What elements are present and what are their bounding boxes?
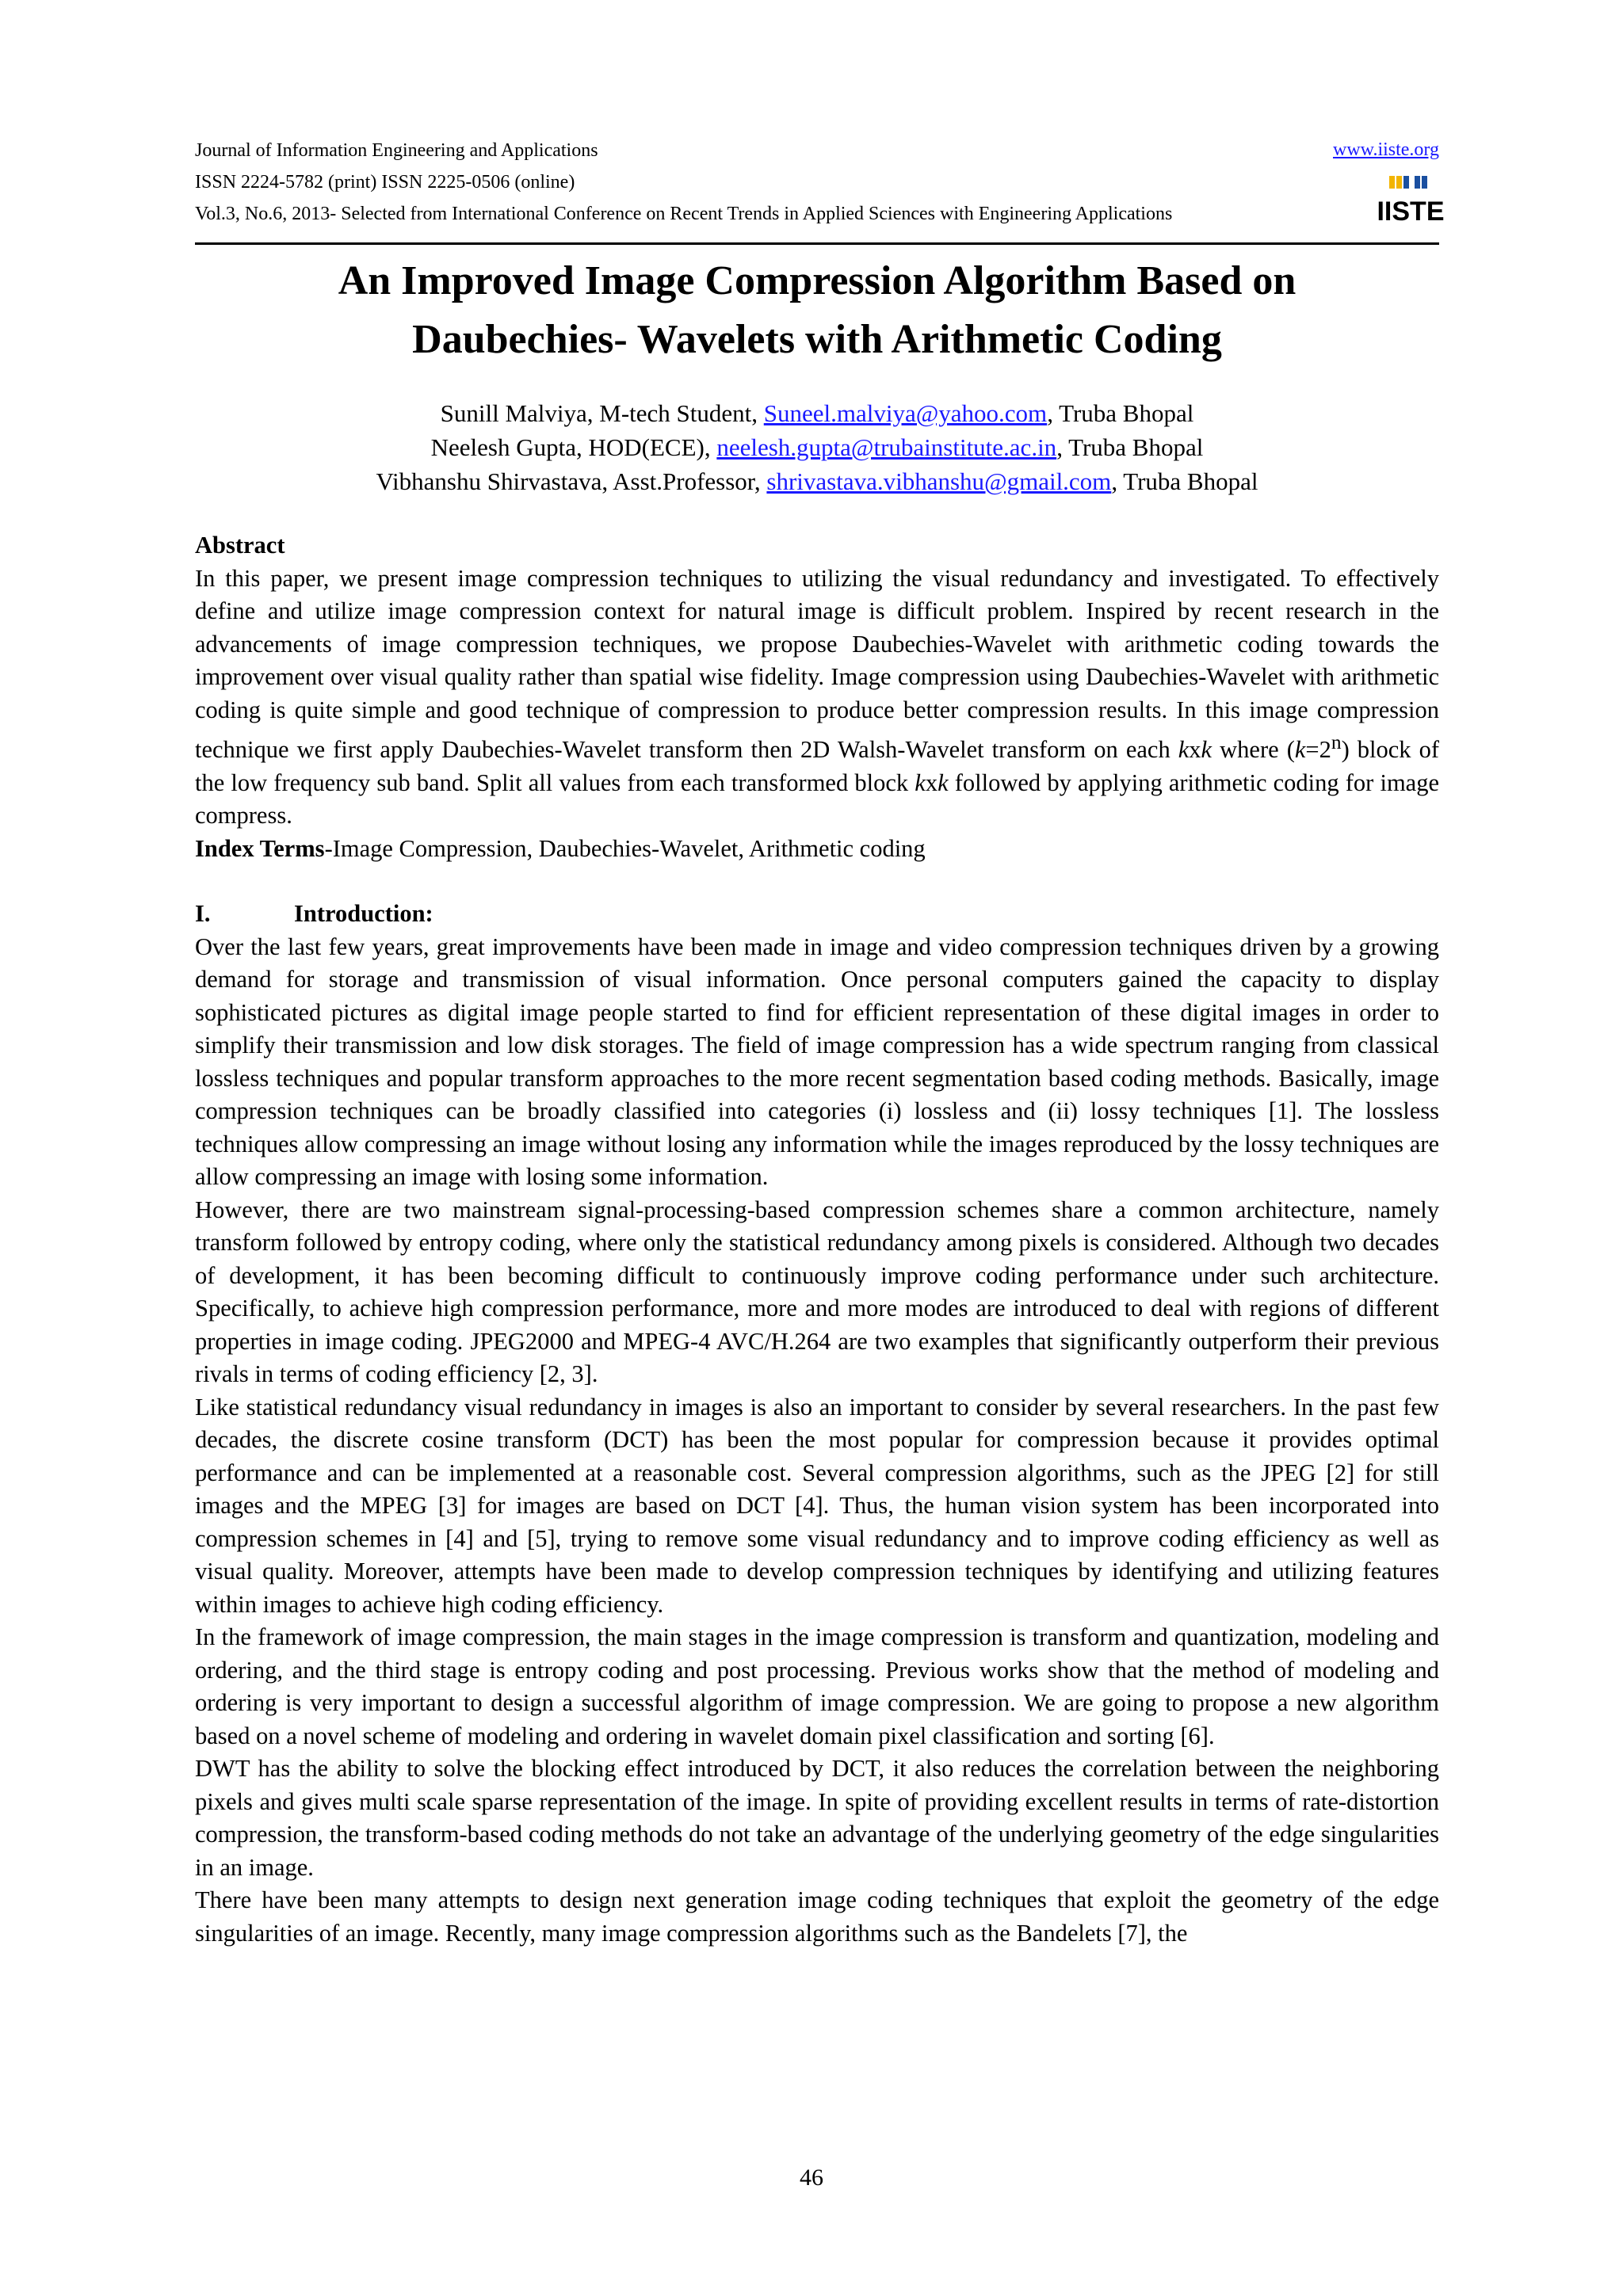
page-number: 46 (800, 2164, 823, 2191)
paper-body (195, 529, 1439, 1950)
section-heading: I. Introduction: (195, 900, 433, 928)
journal-name: Journal of Information Engineering and Applications (195, 140, 598, 161)
author-email-link[interactable]: Suneel.malviya@yahoo.com (763, 399, 1048, 427)
title-line-2: Daubechies- Wavelets with Arithmetic Coding (412, 317, 1222, 362)
svg-text:IISTE: IISTE (1377, 196, 1445, 227)
header-rule (195, 242, 1439, 245)
body-paragraph: In the framework of image compression, the main stages in the image compression is transform and quantization, modeling and ordering, and the third stage is entropy coding and post processing. Previous works show that the method of modeling and ordering is very important to design a successful algorithm of image compression. We are going to propose a new algorithm based on a novel scheme of modeling and ordering in wavelet domain pixel classification and sorting [6]. (195, 1623, 1439, 1749)
paper-title (195, 252, 1439, 369)
body-paragraph: However, there are two mainstream signal-processing-based compression schemes share a common architecture, namely transform followed by entropy coding, where only the statistical redundancy among pixels is considered. Although two decades of development, it has been becoming difficult to continuously improve coding performance under such architecture. Specifically, to achieve high compression performance, more and more modes are introduced to deal with regions of different properties in image coding. JPEG2000 and MPEG-4 AVC/H.264 are two examples that significantly outperform their previous rivals in terms of coding efficiency [2, 3]. (195, 1196, 1439, 1388)
abstract-heading: Abstract (195, 532, 285, 559)
body-paragraph: Over the last few years, great improvements have been made in image and video compression techniques driven by a growing demand for storage and transmission of visual information. Once personal computers gained the capacity to display sophisticated pictures as digital image people started to find for efficient representation of these digital images in order to simplify their transmission and low disk storages. The field of image compression has a wide spectrum ranging from classical lossless techniques and popular transform approaches to the more recent segmentation based coding methods. Basically, image compression techniques can be broadly classified into categories (i) lossless and (ii) lossy techniques [1]. The lossless techniques allow compressing an image without losing any information while the images reproduced by the lossy techniques are allow compressing an image with losing some information. (195, 933, 1439, 1191)
journal-url-link[interactable]: www.iiste.org (1333, 139, 1439, 160)
author-line: Vibhanshu Shirvastava, Asst.Professor, shrivastava.vibhanshu@gmail.com, Truba Bhopal (376, 467, 1258, 495)
title-line-1: An Improved Image Compression Algorithm Based on (338, 258, 1296, 303)
issn-line: ISSN 2224-5782 (print) ISSN 2225-0506 (online) (195, 172, 575, 193)
body-paragraph: There have been many attempts to design next generation image coding techniques that exploit the geometry of the edge singularities of an image. Recently, many image compression algorithms such as the Bandelets [7], the (195, 1886, 1439, 1947)
author-list (195, 396, 1439, 498)
author-email-link[interactable]: neelesh.gupta@trubainstitute.ac.in (716, 433, 1057, 461)
abstract-text: In this paper, we present image compression techniques to utilizing the visual redundancy and investigated. To effectively define and utilize image compression context for natural image is difficult problem. Inspired by recent research in the advancements of image compression techniques, we propose Daubechies-Wavelet with arithmetic coding towards the improvement over visual quality rather than spatial wise fidelity. Image compression using Daubechies-Wavelet with arithmetic coding is quite simple and good technique of compression to produce better compression results. In this image compression technique we first apply Daubechies-Wavelet transform then 2D Walsh-Wavelet transform on each kxk where $(k=2^n)$ block of the low frequency sub band. Split all values from each transformed block kxk followed by applying arithmetic coding for image compress. (195, 564, 1440, 830)
author-line: Neelesh Gupta, HOD(ECE), neelesh.gupta@trubainstitute.ac.in, Truba Bhopal (430, 433, 1204, 461)
index-terms: Index Terms-Image Compression, Daubechies-Wavelet, Arithmetic coding (195, 834, 926, 862)
body-paragraph: Like statistical redundancy visual redundancy in images is also an important to consider by several researchers. In the past few decades, the discrete cosine transform (DCT) has been the most popular for compression because it provides optimal performance and can be implemented at a reasonable cost. Several compression algorithms, such as the JPEG [2] for still images and the MPEG [3] for images are based on DCT [4]. Thus, the human vision system has been incorporated into compression schemes in [4] and [5], trying to remove some visual redundancy and to improve coding efficiency as well as visual quality. Moreover, attempts have been made to develop compression techniques by identifying and utilizing features within images to achieve high coding efficiency. (195, 1393, 1439, 1618)
author-line: Sunill Malviya, M-tech Student, Suneel.malviya@yahoo.com, Truba Bhopal (440, 399, 1194, 427)
author-email-link[interactable]: shrivastava.vibhanshu@gmail.com (766, 467, 1112, 495)
iiste-logo (1377, 171, 1445, 227)
body-paragraph: DWT has the ability to solve the blocking effect introduced by DCT, it also reduces the correlation between the neighboring pixels and gives multi scale sparse representation of the image. In spite of providing excellent results in terms of rate-distortion compression, the transform-based coding methods do not take an advantage of the underlying geometry of the edge singularities in an image. (195, 1755, 1439, 1881)
volume-line: Vol.3, No.6, 2013- Selected from International Conference on Recent Trends in Applied Sciences with Engineering Applications (195, 204, 1173, 224)
